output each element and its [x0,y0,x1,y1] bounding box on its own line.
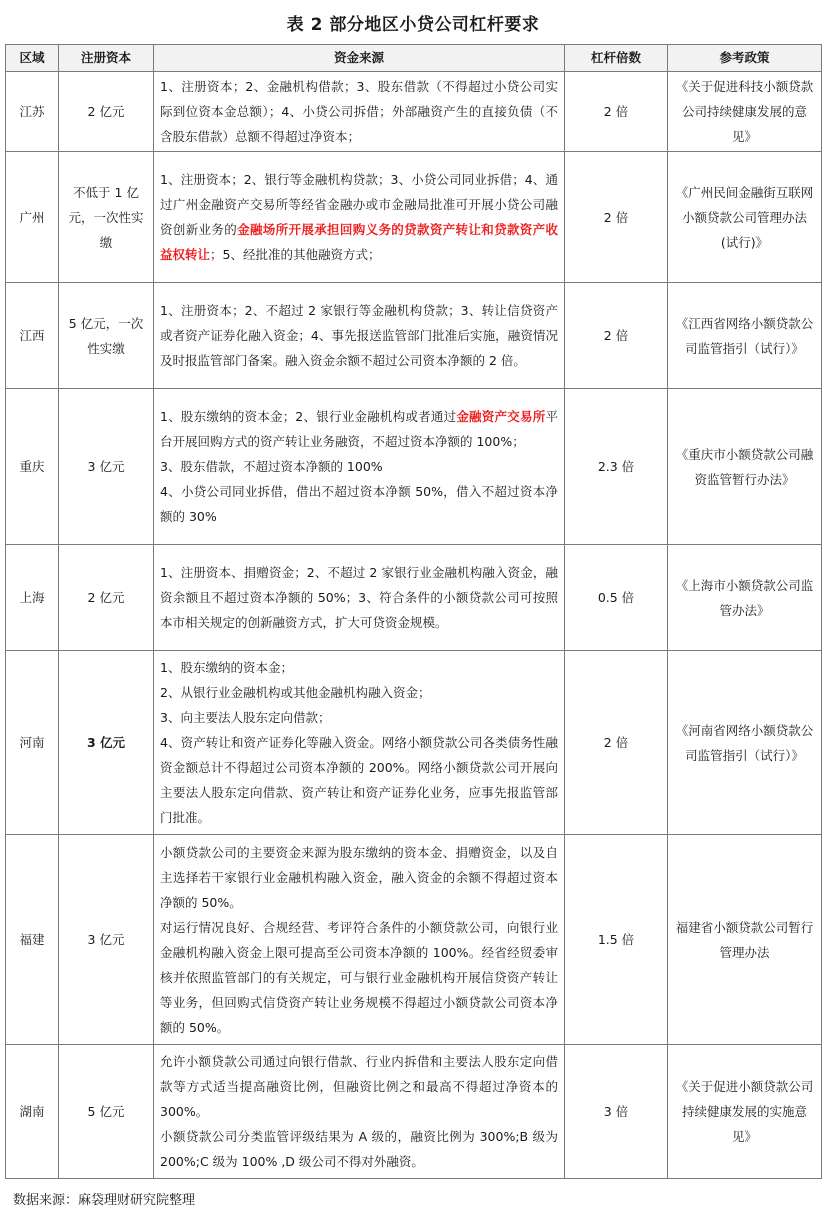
leverage-cell: 0.5 倍 [565,545,668,651]
capital-cell: 2 亿元 [59,72,154,152]
leverage-cell: 2 倍 [565,283,668,389]
capital-cell: 5 亿元 [59,1045,154,1179]
source-cell [154,835,565,1045]
source-text: 3、股东借款，不超过资本净额的 100% [160,459,383,474]
source-cell [154,283,565,389]
table-row [6,72,822,152]
source-text: 小额贷款公司分类监管评级结果为 A 级的，融资比例为 300%;B 级为 200%;C 级为 100% ,D 级公司不得对外融资。 [160,1129,558,1169]
region-cell: 上海 [6,545,59,651]
region-cell: 广州 [6,152,59,283]
policy-cell: 《重庆市小额贷款公司融资监管暂行办法》 [668,389,822,545]
source-text: 1、注册资本、捐赠资金；2、不超过 2 家银行业金融机构融入资金，融资余额且不超过资本净额的 50%；3、符合条件的小额贷款公司可按照本市相关规定的创新融资方式，扩大可贷资金规模。 [160,565,558,630]
policy-cell: 福建省小额贷款公司暂行管理办法 [668,835,822,1045]
table-row [6,835,822,1045]
table-row [6,545,822,651]
table-row [6,651,822,835]
policy-cell: 《河南省网络小额贷款公司监管指引（试行）》 [668,651,822,835]
capital-cell: 5 亿元，一次性实缴 [59,283,154,389]
source-text: 1、注册资本；2、不超过 2 家银行等金融机构贷款；3、转让信贷资产或者资产证券化融入资金；4、事先报送监管部门批准后实施，融资情况及时报监管部门备案。融入资金余额不超过公司资本净额的 2 倍。 [160,303,558,368]
source-text: 1、注册资本；2、金融机构借款；3、股东借款（不得超过小贷公司实际到位资本金总额）；4、小贷公司拆借；外部融资产生的直接负债（不含股东借款）总额不得超过净资本； [160,79,558,144]
source-text: 平台开展回购方式的资产转让业务融资，不超过资本净额的 100%； [160,409,558,449]
table-title: 表 2 部分地区小贷公司杠杆要求 [286,15,540,35]
policy-cell: 《关于促进小额贷款公司持续健康发展的实施意见》 [668,1045,822,1179]
source-text: 4、资产转让和资产证券化等融入资金。网络小额贷款公司各类债务性融资金额总计不得超过公司资本净额的 200%。网络小额贷款公司开展向主要法人股东定向借款、资产转让和资产证券化业务，应事先报监管部门批准。 [160,735,558,825]
capital-cell: 不低于 1 亿元，一次性实缴 [59,152,154,283]
leverage-cell: 2 倍 [565,651,668,835]
region-cell: 河南 [6,651,59,835]
source-text: 允许小额贷款公司通过向银行借款、行业内拆借和主要法人股东定向借款等方式适当提高融资比例，但融资比例之和最高不得超过净资本的 300%。 [160,1054,558,1119]
region-cell: 江苏 [6,72,59,152]
source-cell [154,389,565,545]
source-text: 1、注册资本；2、银行等金融机构贷款；3、小贷公司同业拆借；4、通过广州金融资产交易所等经省金融办或市金融局批准可开展小贷公司融资创新业务的 [160,172,558,237]
policy-cell: 《上海市小额贷款公司监管办法》 [668,545,822,651]
leverage-table [5,44,822,1179]
region-cell: 江西 [6,283,59,389]
source-cell [154,152,565,283]
leverage-cell: 2.3 倍 [565,389,668,545]
leverage-cell: 1.5 倍 [565,835,668,1045]
source-text: 3、向主要法人股东定向借款； [160,710,331,725]
header-source: 资金来源 [154,45,565,72]
table-row [6,389,822,545]
header-policy: 参考政策 [668,45,822,72]
leverage-cell: 2 倍 [565,72,668,152]
policy-cell: 《关于促进科技小额贷款公司持续健康发展的意见》 [668,72,822,152]
capital-cell: 2 亿元 [59,545,154,651]
source-text: 对运行情况良好、合规经营、考评符合条件的小额贷款公司，向银行业金融机构融入资金上限可提高至公司资本净额的 100%。经省经贸委审核并依照监管部门的有关规定，可与银行业金融机构开展信贷资产转让等业务，但回购式信贷资产转让业务规模不得超过小额贷款公司资本净额的 50%。 [160,919,558,1035]
source-cell [154,72,565,152]
leverage-cell: 2 倍 [565,152,668,283]
header-capital: 注册资本 [59,45,154,72]
data-source-note: 数据来源：麻袋理财研究院整理 [13,1193,196,1208]
table-row [6,283,822,389]
header-row [6,45,822,72]
table-row [6,152,822,283]
capital-cell: 3 亿元 [59,651,154,835]
source-text: 1、股东缴纳的资本金；2、银行业金融机构或者通过 [160,409,457,424]
source-text: 2、从银行业金融机构或其他金融机构融入资金； [160,685,431,700]
source-text: ；5、经批准的其他融资方式； [210,247,381,262]
policy-cell: 《广州民间金融街互联网小额贷款公司管理办法(试行)》 [668,152,822,283]
source-text: 4、小贷公司同业拆借，借出不超过资本净额 50%，借入不超过资本净额的 30% [160,484,558,524]
source-cell [154,651,565,835]
region-cell: 福建 [6,835,59,1045]
source-cell [154,1045,565,1179]
leverage-cell: 3 倍 [565,1045,668,1179]
capital-cell: 3 亿元 [59,389,154,545]
source-cell [154,545,565,651]
table-row [6,1045,822,1179]
policy-cell: 《江西省网络小额贷款公司监管指引（试行）》 [668,283,822,389]
source-text: 小额贷款公司的主要资金来源为股东缴纳的资本金、捐赠资金，以及自主选择若干家银行业金融机构融入资金，融入资金的余额不得超过资本净额的 50%。 [160,844,558,910]
capital-cell: 3 亿元 [59,835,154,1045]
header-leverage: 杠杆倍数 [565,45,668,72]
header-region: 区域 [6,45,59,72]
highlight-text: 金融场所开展承担回购义务的贷款资产转让和贷款资产收益权转让 [160,222,558,262]
region-cell: 湖南 [6,1045,59,1179]
highlight-text: 金融资产交易所 [456,409,546,424]
region-cell: 重庆 [6,389,59,545]
source-text: 1、股东缴纳的资本金； [160,660,293,675]
